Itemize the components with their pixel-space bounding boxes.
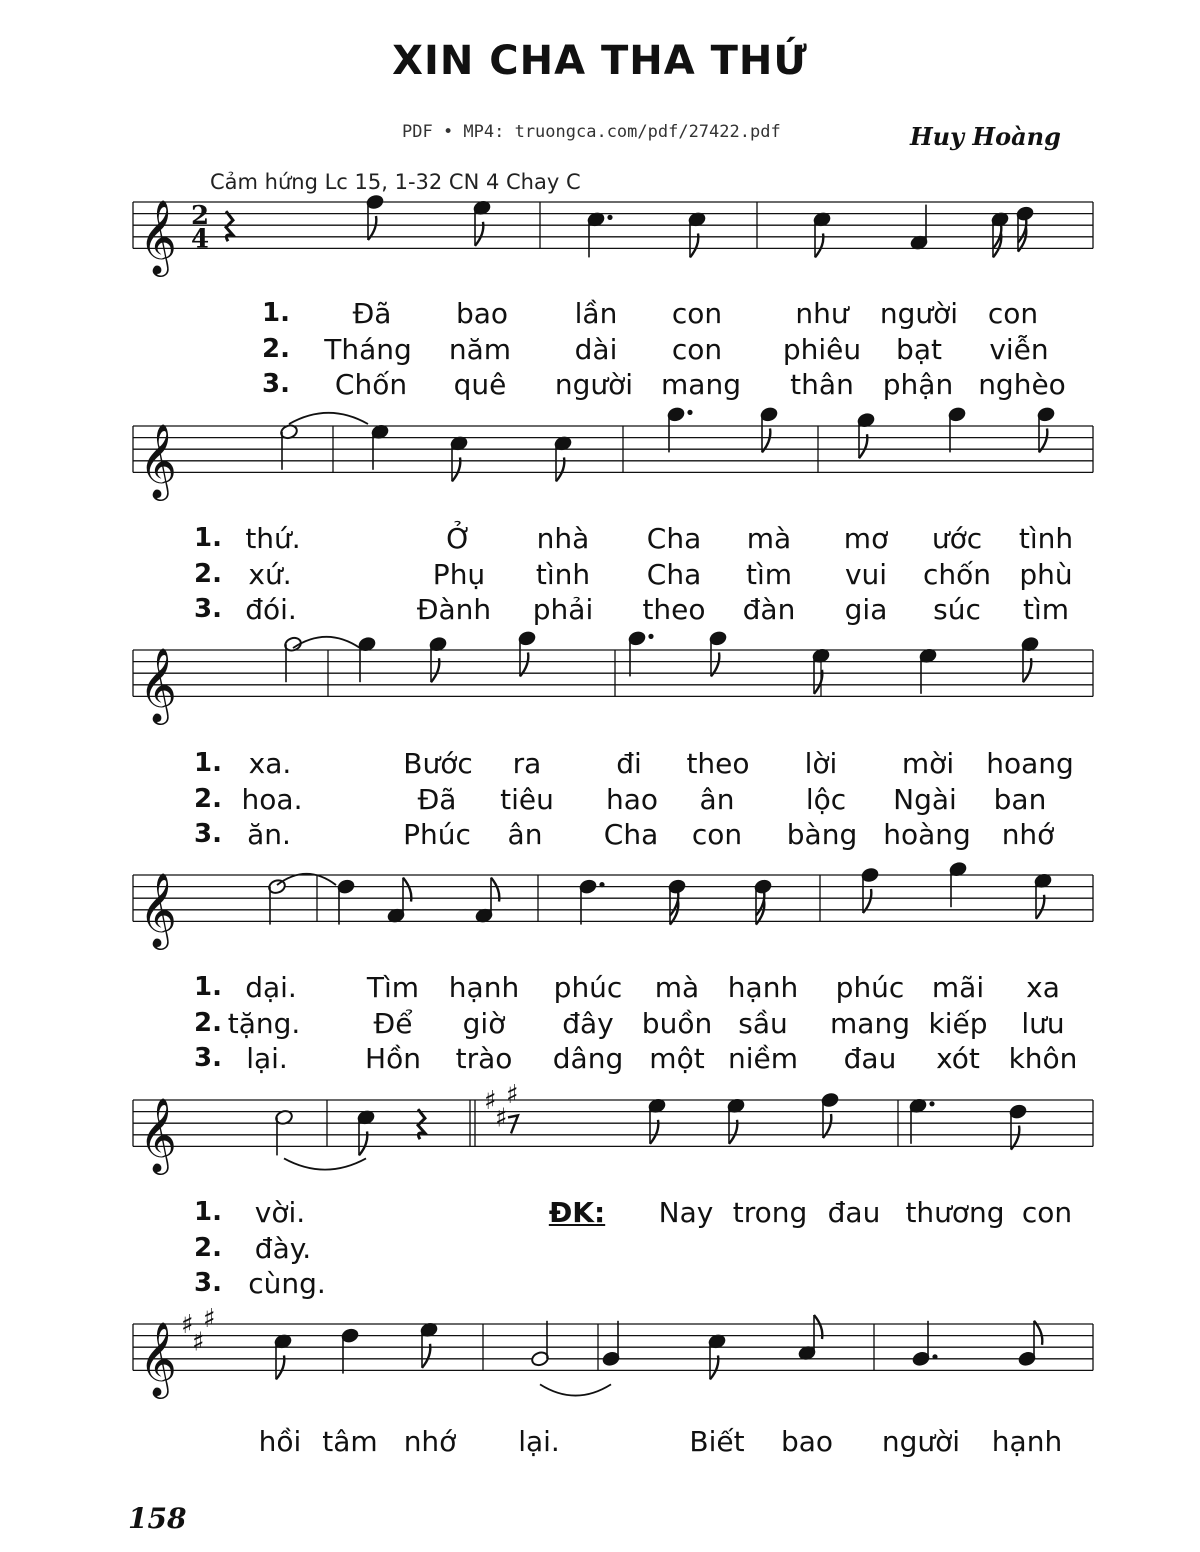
verse-number: 3. [194,1268,222,1298]
lyric-syllable: đói. [245,593,297,626]
lyric-syllable: đau [843,1042,897,1075]
lyric-syllable: phiêu [782,333,862,366]
lyric-syllable: Bước [403,747,473,780]
lyric-syllable: chốn [922,558,992,591]
eighth-rest [508,1115,518,1133]
treble-clef: 𝄞 [139,873,177,948]
lyric-syllable: mà [746,522,792,555]
lyric-syllable: vời. [254,1196,306,1229]
dot [648,634,653,639]
lyric-syllable: đàn [742,593,796,626]
lyric-syllable: hao [605,783,659,816]
lyric-syllable: lại. [518,1425,560,1458]
composer-name: Huy Hoàng [910,122,1061,151]
treble-clef: 𝄞 [139,424,177,499]
lyric-syllable: Ngài [893,783,957,816]
lyric-syllable: đau [827,1196,881,1229]
verse-number: 1. [194,972,222,1002]
treble-clef: 𝄞 [139,1322,177,1397]
lyric-syllable: hồi [258,1425,302,1458]
lyric-syllable: người [554,368,634,401]
lyric-syllable: lần [574,297,618,330]
song-title: XIN CHA THA THỨ [392,38,808,84]
sharp-sign: ♯ [495,1103,508,1134]
lyric-syllable: mang [661,368,741,401]
lyric-syllable: thứ. [245,522,301,555]
verse-number: 1. [262,298,290,328]
lyric-syllable: đi [616,747,642,780]
lyric-syllable: ra [512,747,542,780]
lyric-syllable: người [879,297,959,330]
sharp-sign: ♯ [181,1310,194,1340]
lyric-syllable: Phúc [403,818,471,851]
lyric-syllable: bao [780,1425,834,1458]
tie [540,1384,611,1395]
refrain-label: ĐK: [548,1196,606,1229]
lyric-syllable: trào [455,1042,513,1075]
lyric-syllable: hoa. [241,783,303,816]
lyric-syllable: con [671,297,723,330]
lyric-syllable: buồn [641,1007,713,1040]
lyric-syllable: dài [574,333,618,366]
lyric-syllable: mời [901,747,955,780]
lyric-syllable: nhớ [1001,818,1055,851]
source-link[interactable]: PDF • MP4: truongca.com/pdf/27422.pdf [402,122,781,142]
lyric-syllable: sầu [738,1007,788,1040]
lyric-syllable: lộc [805,783,847,816]
lyric-syllable: năm [448,333,512,366]
lyric-syllable: cùng. [248,1267,326,1300]
lyric-syllable: hạnh [448,971,520,1004]
verse-number: 2. [262,334,290,364]
lyric-syllable: hạnh [727,971,799,1004]
lyric-syllable: xót [936,1042,980,1075]
lyric-syllable: quê [453,368,507,401]
lyric-syllable: lại. [246,1042,288,1075]
lyric-syllable: khôn [1008,1042,1078,1075]
verse-number: 1. [194,748,222,778]
lyric-syllable: giờ [462,1007,506,1040]
verse-number: 2. [194,1008,222,1038]
lyric-syllable: Đã [417,783,457,816]
lyric-syllable: Biết [689,1425,745,1458]
lyric-syllable: phải [532,593,594,626]
lyric-syllable: bàng [786,818,858,851]
lyric-syllable: nghèo [978,368,1066,401]
lyric-syllable: theo [686,747,750,780]
verse-number: 3. [262,369,290,399]
lyric-syllable: con [1021,1196,1073,1229]
page-number: 158 [128,1502,187,1535]
dot [687,410,692,415]
lyric-syllable: con [671,333,723,366]
tie [284,1158,366,1169]
lyric-syllable: bao [455,297,509,330]
treble-clef: 𝄞 [139,1098,177,1173]
lyric-syllable: thương [905,1196,1005,1229]
lyric-syllable: tặng. [227,1007,301,1040]
lyric-syllable: gia [844,593,888,626]
lyric-syllable: ăn. [247,818,291,851]
lyric-syllable: dâng [552,1042,624,1075]
lyric-syllable: viễn [989,333,1049,366]
lyric-syllable: ân [507,818,543,851]
sharp-sign: ♯ [506,1080,519,1111]
lyric-syllable: hạnh [991,1425,1063,1458]
sharp-sign: ♯ [203,1304,216,1335]
lyric-syllable: mang [830,1007,910,1040]
inspiration-note: Cảm hứng Lc 15, 1-32 CN 4 Chay C [210,170,581,194]
lyric-syllable: hoàng [883,818,971,851]
time-signature-denominator: 4 [191,224,210,255]
lyric-syllable: phúc [553,971,623,1004]
lyric-syllable: Đã [352,297,392,330]
lyric-syllable: súc [933,593,981,626]
lyric-syllable: con [691,818,743,851]
lyric-syllable: Phụ [432,558,486,591]
lyric-syllable: kiếp [928,1007,988,1040]
lyric-syllable: lời [804,747,838,780]
dot [607,215,612,220]
time-signature-numerator: 2 [191,201,210,232]
verse-number: 2. [194,784,222,814]
lyric-syllable: Cha [646,558,702,591]
lyric-syllable: xa [1026,971,1060,1004]
lyric-syllable: vui [844,558,888,591]
lyric-syllable: ban [993,783,1047,816]
lyric-syllable: mà [654,971,700,1004]
lyric-syllable: Ở [446,522,472,555]
dot [932,1354,937,1359]
lyric-syllable: đây [562,1007,614,1040]
tie [293,637,360,648]
verse-number: 1. [194,1197,222,1227]
lyric-syllable: Nay [658,1196,714,1229]
lyric-syllable: bạt [896,333,942,366]
lyric-syllable: phù [1019,558,1073,591]
lyric-syllable: mãi [931,971,985,1004]
lyric-syllable: người [881,1425,961,1458]
lyric-syllable: tình [1018,522,1074,555]
verse-number: 1. [194,523,222,553]
lyric-syllable: Cha [646,522,702,555]
verse-number: 2. [194,559,222,589]
verse-number: 2. [194,1233,222,1263]
lyric-syllable: nhớ [403,1425,457,1458]
lyric-syllable: đày. [254,1232,312,1265]
lyric-syllable: xứ. [248,558,292,591]
lyric-syllable: ân [699,783,735,816]
lyric-syllable: ước [931,522,983,555]
lyric-syllable: Tháng [324,333,412,366]
lyric-syllable: tiêu [500,783,554,816]
lyric-syllable: tìm [745,558,793,591]
lyric-syllable: hoang [986,747,1074,780]
lyric-syllable: lưu [1021,1007,1065,1040]
lyric-syllable: Cha [603,818,659,851]
lyric-syllable: Để [373,1007,413,1040]
treble-clef: 𝄞 [139,200,177,275]
verse-number: 3. [194,1043,222,1073]
dot [929,1101,934,1106]
sharp-sign: ♯ [484,1086,497,1116]
tie [289,413,368,424]
lyric-syllable: dại. [245,971,297,1004]
lyric-syllable: tâm [322,1425,378,1458]
lyric-syllable: như [795,297,849,330]
treble-clef: 𝄞 [139,648,177,723]
lyric-syllable: thân [790,368,854,401]
lyric-syllable: con [987,297,1039,330]
lyric-syllable: một [649,1042,705,1075]
verse-number: 3. [194,594,222,624]
lyric-syllable: nhà [536,522,590,555]
lyric-syllable: phúc [835,971,905,1004]
verse-number: 3. [194,819,222,849]
lyric-syllable: Đành [416,593,492,626]
lyric-syllable: Chốn [334,368,408,401]
lyric-syllable: niềm [727,1042,799,1075]
lyric-syllable: phận [882,368,954,401]
lyric-syllable: Tìm [366,971,420,1004]
dot [599,882,604,887]
lyric-syllable: tình [535,558,591,591]
lyric-syllable: theo [642,593,706,626]
lyric-syllable: xa. [248,747,292,780]
lyric-syllable: tìm [1022,593,1070,626]
lyric-syllable: Hồn [365,1042,421,1075]
lyric-syllable: mơ [843,522,889,555]
sharp-sign: ♯ [192,1327,205,1358]
lyric-syllable: trong [732,1196,808,1229]
